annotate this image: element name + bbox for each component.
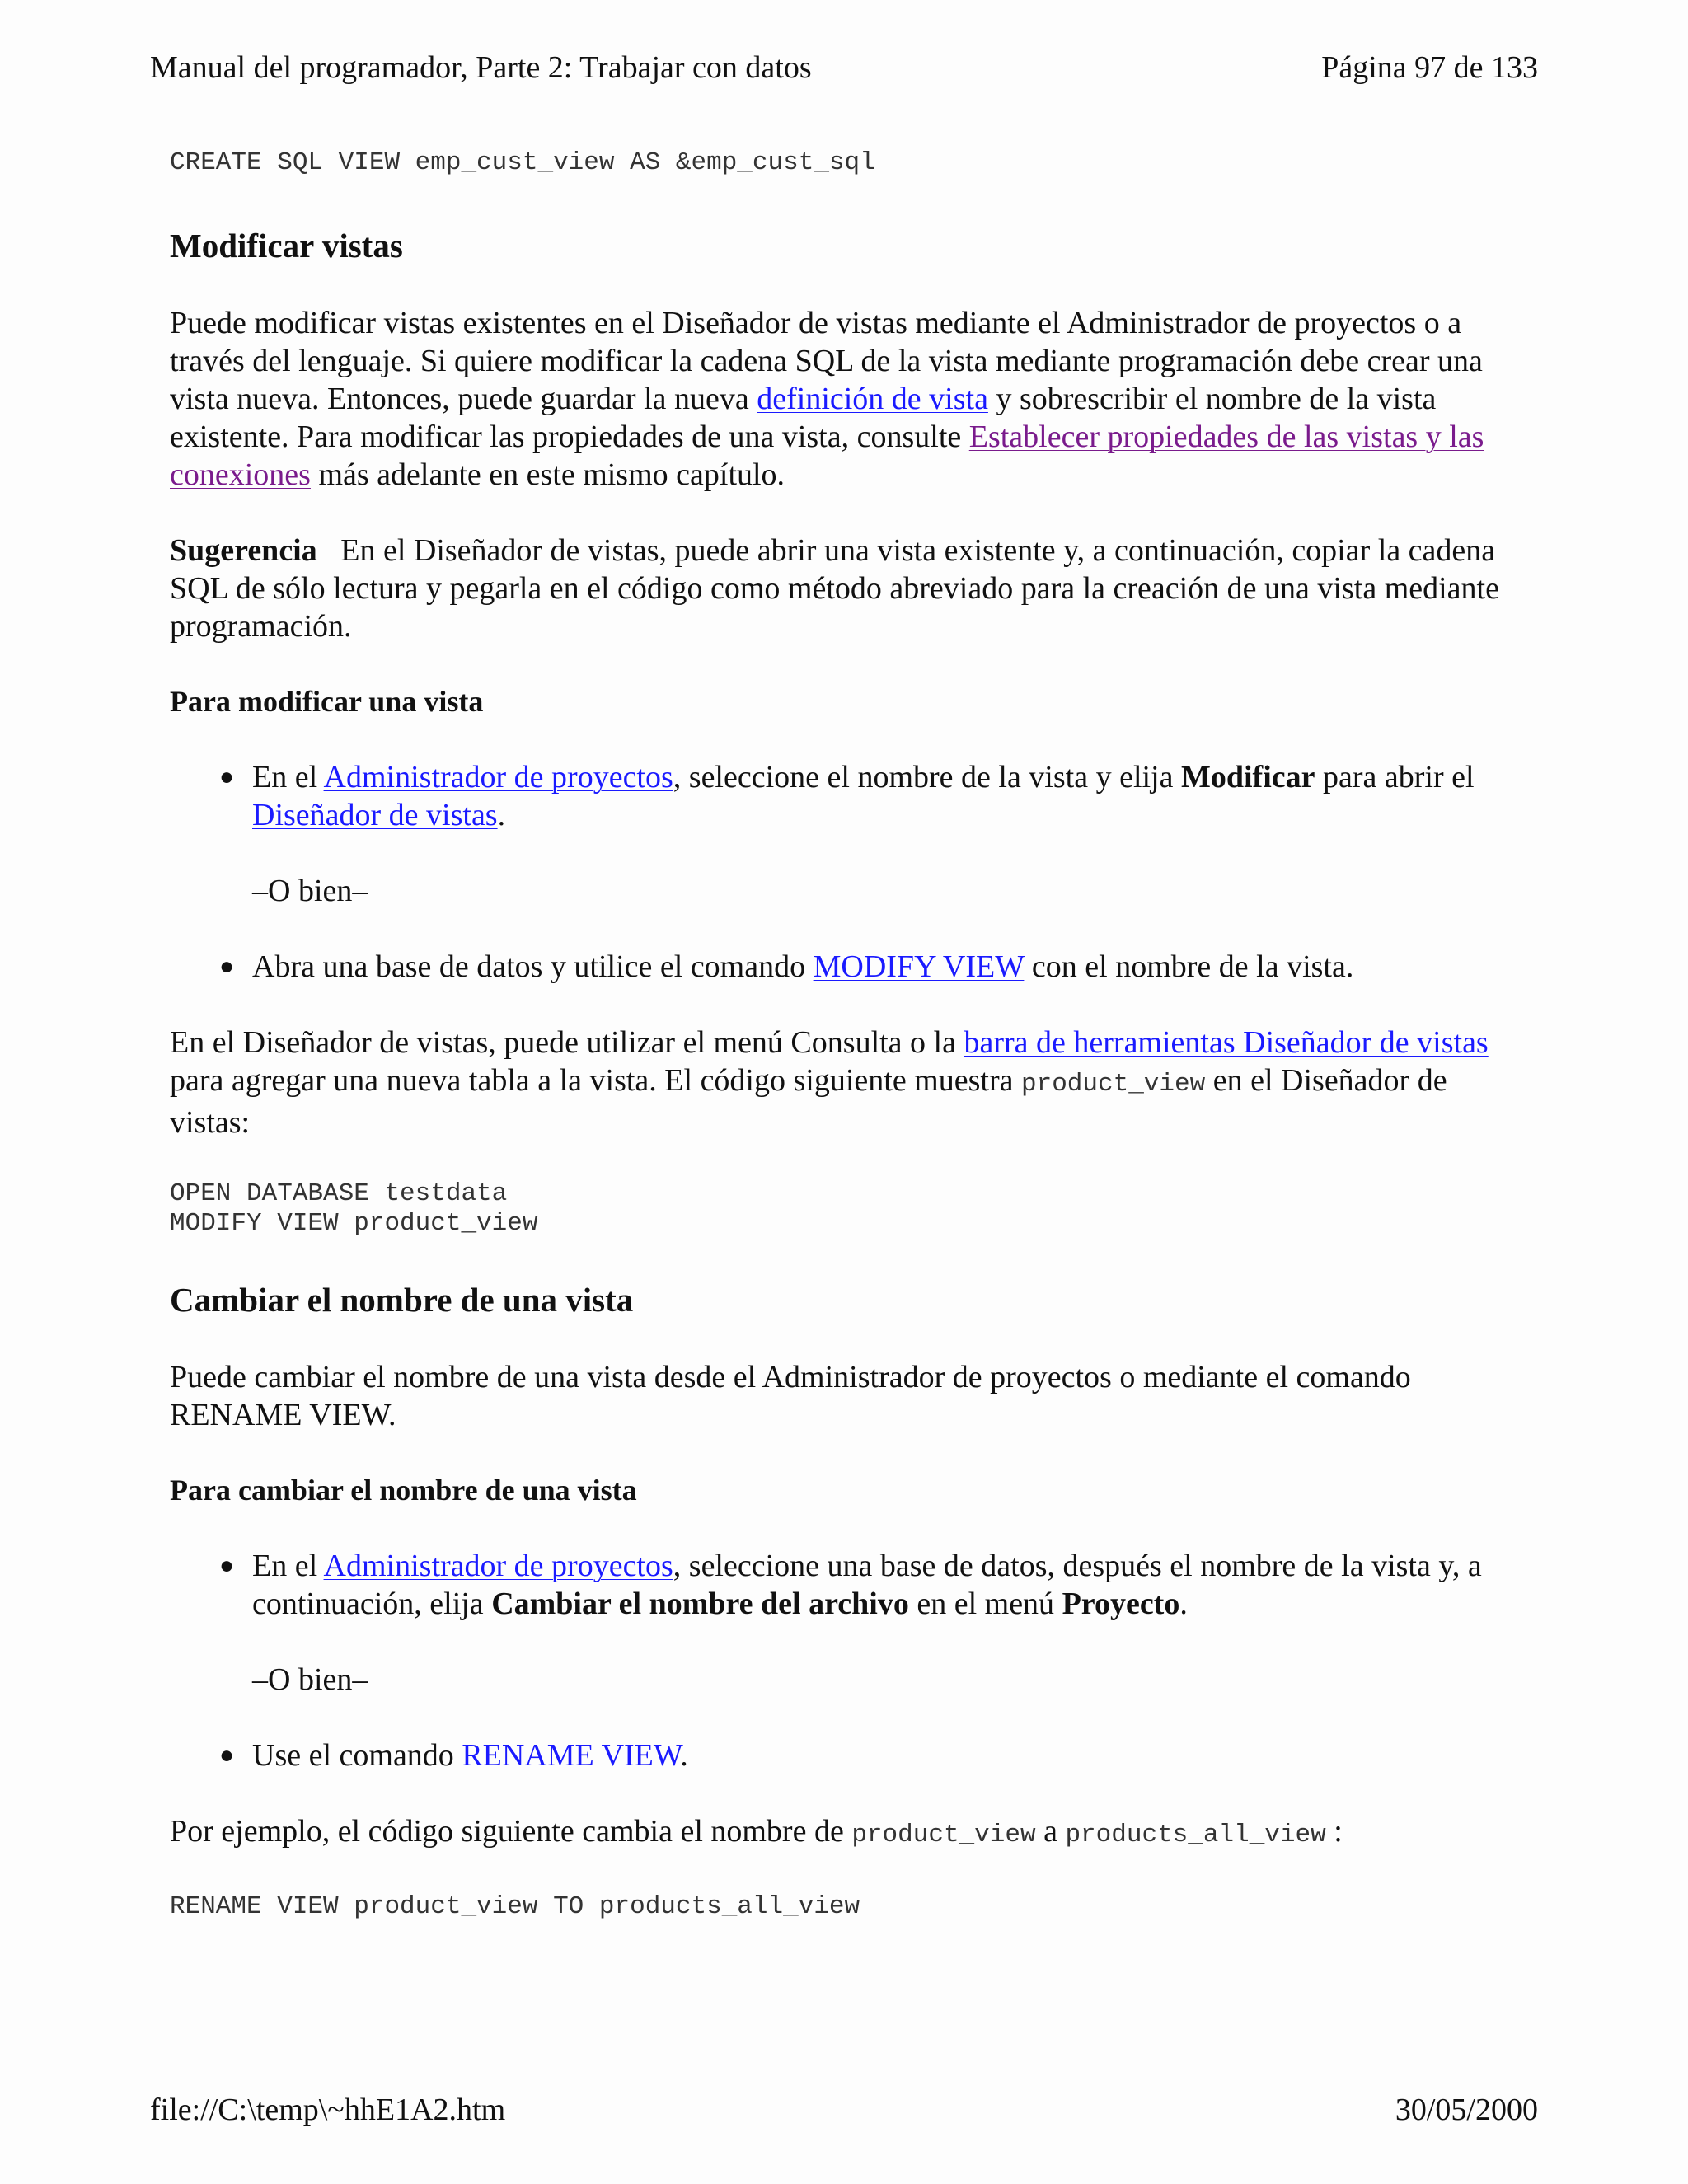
link-administrador-de-proyectos[interactable]: Administrador de proyectos [323, 1549, 673, 1584]
page-header [150, 49, 1538, 87]
bullet-icon: ● [219, 1741, 235, 1769]
document-content [170, 148, 1522, 1922]
procedure-list-modificar-alt [170, 948, 1522, 986]
bold-cambiar-nombre-archivo: Cambiar el nombre del archivo [491, 1586, 909, 1622]
text-run: , seleccione el nombre de la vista y elija [673, 760, 1181, 795]
link-establecer-propiedades[interactable]: Establecer propiedades de las vistas y las conexiones [170, 419, 1484, 493]
heading-cambiar-nombre: Cambiar el nombre de una vista [170, 1281, 634, 1319]
text-run: . [497, 798, 506, 833]
page-number: Página 97 de 133 [1321, 50, 1538, 85]
bold-modificar: Modificar [1180, 760, 1315, 795]
text-run: En el [252, 1549, 324, 1584]
code-modify-view: OPEN DATABASE testdata MODIFY VIEW product_view [170, 1179, 538, 1239]
paragraph-ejemplo-rename [170, 1812, 1522, 1854]
text-run: En el Diseñador de vistas, puede utilizar el menú Consulta o la [170, 1025, 964, 1061]
paragraph-cambiar-intro: Puede cambiar el nombre de una vista desde el Administrador de proyectos o mediante el comando RENAME VIEW. [170, 1360, 1411, 1433]
text-run: . [680, 1738, 688, 1774]
procedure-heading-cambiar: Para cambiar el nombre de una vista [170, 1474, 637, 1507]
link-barra-herramientas[interactable]: barra de herramientas Diseñador de vistas [964, 1025, 1489, 1061]
inline-code-product-view: product_view [1020, 1070, 1206, 1099]
bold-proyecto: Proyecto [1062, 1586, 1180, 1622]
text-run: en el Diseñador de vistas: [170, 1063, 1447, 1141]
text-run: , seleccione una base de datos, después el nombre de la vista y, a continuación, elija [252, 1549, 1482, 1622]
procedure-list-modificar [170, 758, 1522, 834]
heading-modificar-vistas: Modificar vistas [170, 227, 403, 265]
list-item [219, 1547, 1522, 1623]
link-modify-view[interactable]: MODIFY VIEW [813, 949, 1025, 985]
tip-text: En el Diseñador de vistas, puede abrir una vista existente y, a continuación, copiar la cadena SQL de sólo lectura y pegarla en el código como método abreviado para la creación de una vista mediante programación. [170, 533, 1507, 644]
tip-paragraph [170, 532, 1522, 645]
text-run: : [1325, 1814, 1343, 1849]
text-run: a [1035, 1814, 1066, 1849]
inline-code-products-all-view: products_all_view [1065, 1821, 1326, 1850]
page-footer [150, 2092, 1538, 2130]
text-run: Use el comando [252, 1738, 462, 1774]
paragraph-disenador-vistas [170, 1024, 1522, 1141]
text-run: Abra una base de datos y utilice el comando [252, 949, 814, 985]
text-run: y sobrescribir el nombre de la vista existente. Para modificar las propiedades de una vista, consulte [170, 382, 1437, 455]
link-disenador-de-vistas[interactable]: Diseñador de vistas [252, 798, 498, 833]
inline-code-product-view: product_view [851, 1821, 1036, 1850]
document-title: Manual del programador, Parte 2: Trabajar con datos [150, 50, 812, 85]
link-definicion-de-vista[interactable]: definición de vista [757, 382, 988, 417]
text-run: En el [252, 760, 324, 795]
text-run: para agregar una nueva tabla a la vista. El código siguiente muestra [170, 1063, 1021, 1099]
procedure-list-cambiar-alt [170, 1736, 1522, 1774]
text-run: . [1179, 1586, 1188, 1622]
link-administrador-de-proyectos[interactable]: Administrador de proyectos [323, 760, 673, 795]
list-item [219, 948, 1522, 986]
or-separator: –O bien– [252, 874, 368, 909]
text-run: Puede modificar vistas existentes en el Diseñador de vistas mediante el Administrador de proyectos o a través del lenguaje. Si quiere modificar la cadena SQL de la vista mediante programación debe crear una vista nueva. Entonces, puede guardar la nueva [170, 306, 1483, 417]
procedure-list-cambiar [170, 1547, 1522, 1623]
print-date: 30/05/2000 [1395, 2093, 1538, 2127]
text-run: con el nombre de la vista. [1024, 949, 1354, 985]
list-item [219, 758, 1522, 834]
procedure-heading-modificar: Para modificar una vista [170, 685, 484, 719]
code-rename-view: RENAME VIEW product_view TO products_all_view [170, 1892, 860, 1922]
paragraph-modificar-intro [170, 304, 1522, 494]
tip-label: Sugerencia [170, 533, 317, 569]
link-rename-view[interactable]: RENAME VIEW [462, 1738, 681, 1774]
text-run: para abrir el [1315, 760, 1475, 795]
bullet-icon: ● [219, 1552, 235, 1580]
code-create-view: CREATE SQL VIEW emp_cust_view AS &emp_cust_sql [170, 148, 875, 177]
text-run: más adelante en este mismo capítulo. [310, 457, 785, 493]
list-item [219, 1736, 1522, 1774]
text-run: en el menú [908, 1586, 1062, 1622]
or-separator: –O bien– [252, 1662, 368, 1698]
bullet-icon: ● [219, 763, 235, 791]
file-path: file://C:\temp\~hhE1A2.htm [150, 2093, 506, 2127]
bullet-icon: ● [219, 953, 235, 981]
text-run: Por ejemplo, el código siguiente cambia el nombre de [170, 1814, 852, 1849]
